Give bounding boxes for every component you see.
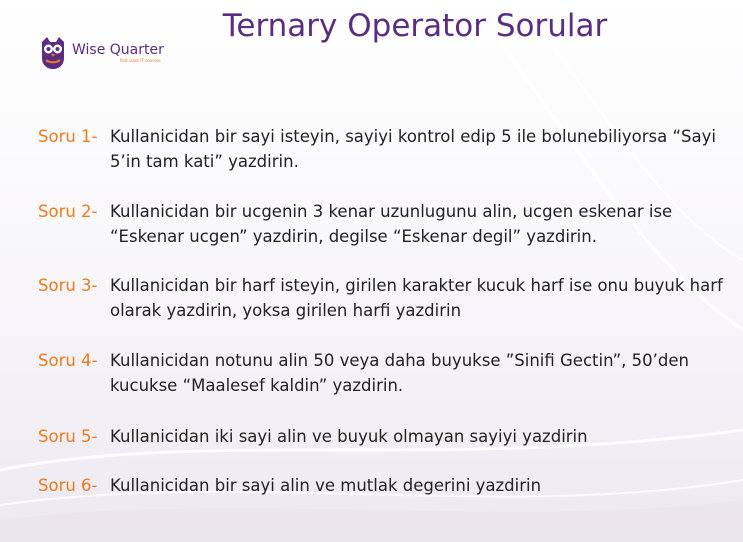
question-text: Kullanicidan iki sayi alin ve buyuk olmayan sayiyi yazdirin	[110, 427, 588, 446]
logo-tagline: first class IT courses	[120, 57, 161, 63]
question-text: Kullanicidan bir harf isteyin, girilen karakter kucuk harf ise onu buyuk harf olarak yazdirin, yoksa girilen harfi yazdirin	[110, 276, 723, 320]
question-label: Soru 2-	[38, 202, 98, 221]
question-label: Soru 6-	[38, 476, 98, 495]
question-item	[38, 273, 728, 323]
question-item	[38, 473, 728, 498]
question-item	[38, 199, 728, 249]
question-text: Kullanicidan bir ucgenin 3 kenar uzunlugunu alin, ucgen eskenar ise “Eskenar ucgen” yazdirin, degilse “Eskenar degil” yazdirin.	[110, 202, 673, 246]
question-text: Kullanicidan bir sayi alin ve mutlak degerini yazdirin	[110, 476, 542, 495]
question-label: Soru 4-	[38, 351, 98, 370]
question-item	[38, 124, 728, 174]
question-text: Kullanicidan notunu alin 50 veya daha buyukse ”Sinifi Gectin”, 50’den kucukse “Maalesef kaldin” yazdirin.	[110, 351, 689, 395]
question-item	[38, 424, 728, 449]
logo-name: Wise Quarter	[72, 41, 164, 58]
question-label: Soru 1-	[38, 127, 98, 146]
question-label: Soru 5-	[38, 427, 98, 446]
slide-title: Ternary Operator Sorular	[222, 8, 608, 44]
question-text: Kullanicidan bir sayi isteyin, sayiyi kontrol edip 5 ile bolunebiliyorsa “Sayi 5’in tam kati” yazdirin.	[110, 127, 716, 171]
question-item	[38, 348, 728, 398]
question-label: Soru 3-	[38, 276, 98, 295]
